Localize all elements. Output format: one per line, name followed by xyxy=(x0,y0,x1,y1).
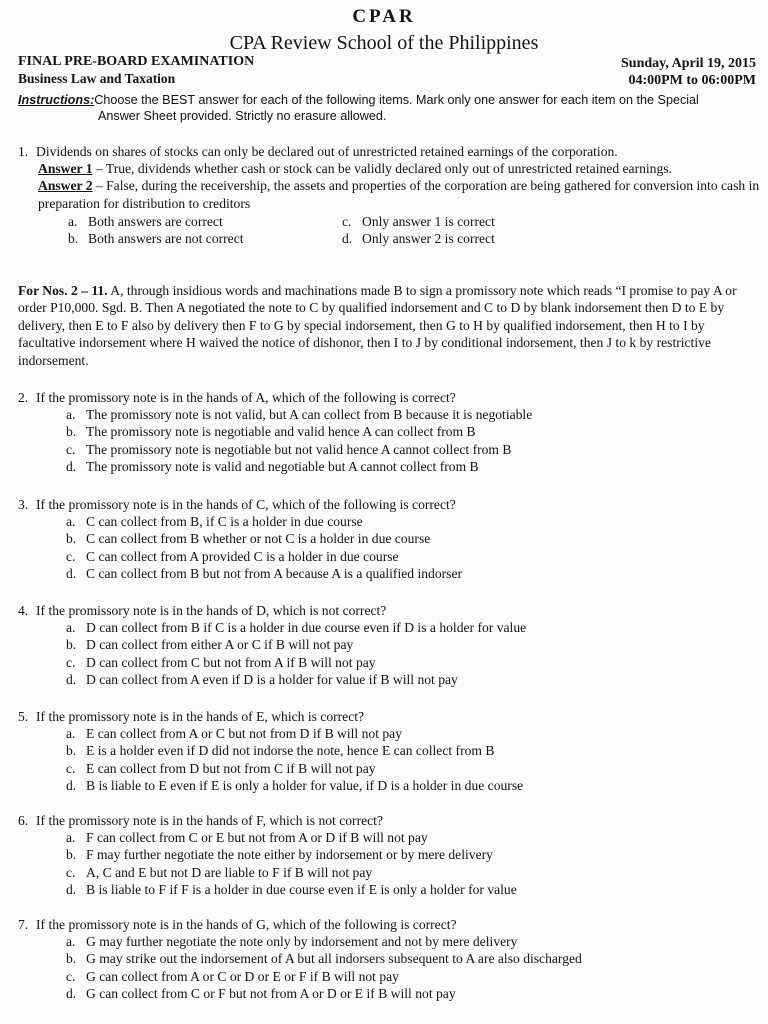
choice-c: c. A, C and E but not D are liable to F if B will not pay xyxy=(66,864,373,880)
choice-d: d. G can collect from C or F but not from A or D or E if B will not pay xyxy=(66,985,456,1001)
choice-d: d. C can collect from B but not from A because A is a qualified indorser xyxy=(66,565,463,581)
exam-title: FINAL PRE-BOARD EXAMINATION xyxy=(18,54,255,69)
exam-subject: Business Law and Taxation xyxy=(18,71,176,86)
school-name: CPA Review School of the Philippines xyxy=(229,32,539,54)
question-number: 3. xyxy=(18,497,29,512)
answer-1-text: – True, dividends whether cash or stock can be validly declared only out of unrestricted retained earnings. xyxy=(92,161,672,177)
question-text: If the promissory note is in the hands of F, which is not correct? xyxy=(36,813,383,828)
question-text: If the promissory note is in the hands of D, which is not correct? xyxy=(36,603,387,618)
choice-a: a. Both answers are correct xyxy=(68,213,223,229)
choice-c: c. The promissory note is negotiable but not valid hence A cannot collect from B xyxy=(66,441,512,457)
question-text: If the promissory note is in the hands of C, which of the following is correct? xyxy=(36,497,456,512)
choice-c: c. C can collect from A provided C is a holder in due course xyxy=(66,548,399,564)
choice-d: d. B is liable to F if F is a holder in due course even if E is only a holder for value xyxy=(66,881,517,897)
question-number: 7. xyxy=(18,917,29,932)
choice-d: d. Only answer 2 is correct xyxy=(342,231,495,247)
question-text: Dividends on shares of stocks can only be declared out of unrestricted retained earnings of the corporation. xyxy=(36,144,618,159)
choice-c: c. E can collect from D but not from C if B will not pay xyxy=(66,760,376,776)
answer-2 xyxy=(18,177,768,211)
choice-d: d. The promissory note is valid and negotiable but A cannot collect from B xyxy=(66,458,479,474)
question-1-choices xyxy=(18,213,768,247)
choice-c: c. D can collect from C but not from A if B will not pay xyxy=(66,654,376,670)
note-label: For Nos. 2 – 11. xyxy=(18,283,108,298)
choice-b: b. E is a holder even if D did not indorse the note, hence E can collect from B xyxy=(66,743,495,759)
choice-c: c. Only answer 1 is correct xyxy=(342,213,495,229)
question-7 xyxy=(18,916,768,1002)
question-number: 1. xyxy=(18,144,29,159)
question-text: If the promissory note is in the hands of G, which of the following is correct? xyxy=(36,917,457,932)
answer-2-label: Answer 2 xyxy=(38,178,93,194)
instructions xyxy=(18,92,768,124)
choice-a: a. The promissory note is not valid, but A can collect from B because it is negotiable xyxy=(66,407,533,423)
choice-b: b. C can collect from B whether or not C is a holder in due course xyxy=(66,531,431,547)
question-3 xyxy=(18,496,768,582)
brand-code: CPAR xyxy=(352,6,416,27)
question-number: 2. xyxy=(18,390,29,405)
choice-b: b. F may further negotiate the note either by indorsement or by mere delivery xyxy=(66,847,493,863)
note-text: A, through insidious words and machinations made B to sign a promissory note which reads “I promise to pay A or order P10,000. Sgd. B. Then A negotiated the note to C by qualified indorsement and C to D by blank indorsement then D to E by delivery, then E to F also by delivery then F to G by special indorsement, then G to H by qualified indorsement, then H to I by facultative indorsement where H waived the notice of dishonor, then I to J by conditional indorsement, then J to k by restrictive indorsement. xyxy=(18,283,737,368)
choice-d: d. D can collect from A even if D is a holder for value if B will not pay xyxy=(66,671,458,687)
question-2 xyxy=(18,389,768,475)
answer-1-label: Answer 1 xyxy=(38,161,93,177)
choice-b: b. The promissory note is negotiable and valid hence A can collect from B xyxy=(66,424,476,440)
choice-a: a. F can collect from C or E but not from A or D if B will not pay xyxy=(66,830,428,846)
choice-a: a. G may further negotiate the note only by indorsement and not by mere delivery xyxy=(66,934,518,950)
instructions-line-2: Answer Sheet provided. Strictly no erasure allowed. xyxy=(98,109,387,123)
choice-b: b. D can collect from either A or C if B will not pay xyxy=(66,637,354,653)
choice-d: d. B is liable to E even if E is only a holder for value, if D is a holder in due course xyxy=(66,777,524,793)
question-number: 6. xyxy=(18,813,29,828)
question-text: If the promissory note is in the hands of E, which is correct? xyxy=(36,709,365,724)
instructions-line-1: Choose the BEST answer for each of the following items. Mark only one answer for each item on the Special xyxy=(94,93,699,107)
instructions-label: Instructions: xyxy=(18,93,95,107)
question-5 xyxy=(18,708,768,794)
scenario-note xyxy=(18,282,758,369)
answer-2-text: – False, during the receivership, the assets and properties of the corporation are being gathered for conversion into cash in preparation for distribution to creditors xyxy=(38,178,760,211)
choice-b: b. G may strike out the indorsement of A but all indorsers subsequent to A are also discharged xyxy=(66,951,582,967)
exam-time: 04:00PM to 06:00PM xyxy=(628,73,756,88)
choice-a: a. D can collect from B if C is a holder in due course even if D is a holder for value xyxy=(66,620,527,636)
answer-1 xyxy=(18,160,768,177)
exam-date: Sunday, April 19, 2015 xyxy=(621,56,756,71)
question-4 xyxy=(18,602,768,688)
choice-c: c. G can collect from A or C or D or E or F if B will not pay xyxy=(66,968,399,984)
question-6 xyxy=(18,812,768,898)
choice-a: a. E can collect from A or C but not from D if B will not pay xyxy=(66,726,403,742)
question-text: If the promissory note is in the hands of A, which of the following is correct? xyxy=(36,390,456,405)
question-number: 5. xyxy=(18,709,29,724)
choice-b: b. Both answers are not correct xyxy=(68,231,244,247)
choice-a: a. C can collect from B, if C is a holder in due course xyxy=(66,514,363,530)
question-number: 4. xyxy=(18,603,29,618)
question-1 xyxy=(18,143,768,247)
